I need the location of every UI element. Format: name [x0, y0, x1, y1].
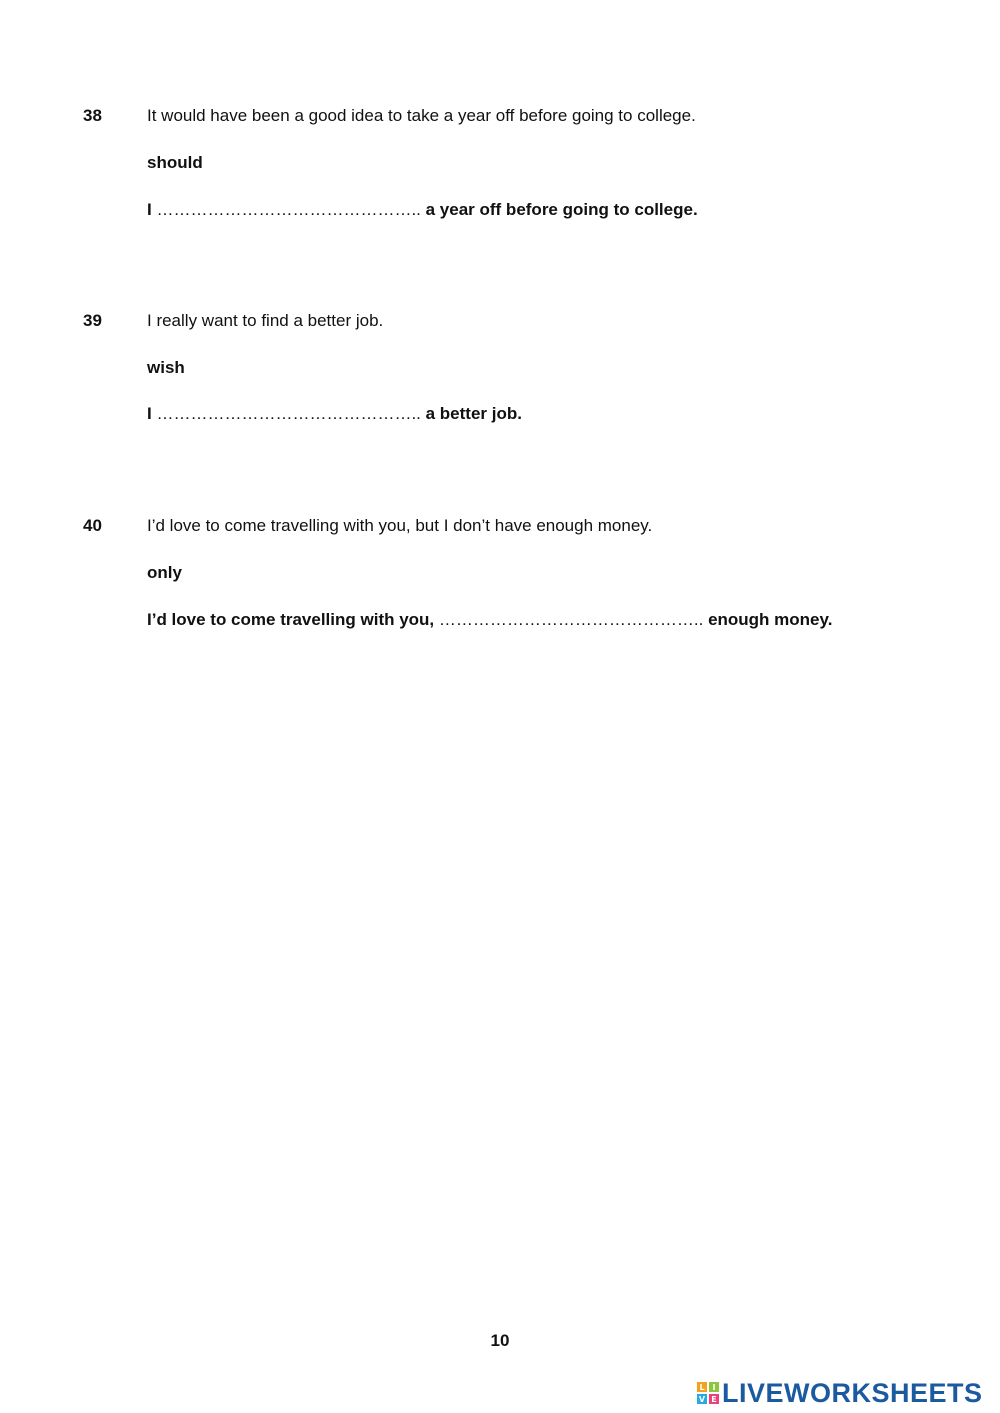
question-keyword: wish — [147, 358, 185, 377]
answer-gap[interactable]: ……………………………………….. — [156, 404, 426, 423]
question-number: 38 — [83, 106, 102, 125]
logo-text: LIVEWORKSHEETS — [722, 1377, 983, 1408]
question-number: 40 — [83, 516, 102, 535]
question-sentence: I’d love to come travelling with you, but I don’t have enough money. — [147, 516, 653, 535]
answer-suffix: enough money. — [708, 610, 833, 629]
question-sentence: It would have been a good idea to take a year off before going to college. — [147, 106, 696, 125]
question-sentence: I really want to find a better job. — [147, 311, 384, 330]
answer-line — [147, 404, 522, 424]
question-keyword: should — [147, 153, 203, 172]
question-number: 39 — [83, 311, 102, 330]
answer-gap[interactable]: ……………………………………….. — [156, 200, 426, 219]
answer-prefix: I — [147, 200, 157, 219]
answer-suffix: a better job. — [425, 404, 522, 423]
answer-suffix: a year off before going to college. — [425, 200, 698, 219]
answer-prefix: I — [147, 404, 157, 423]
page-number: 10 — [490, 1331, 510, 1350]
logo-icon — [697, 1382, 719, 1404]
logo-letter: V — [698, 1394, 706, 1404]
answer-line — [147, 610, 832, 630]
question-keyword: only — [147, 563, 182, 582]
logo-letter: I — [709, 1382, 719, 1392]
logo-letter: L — [697, 1382, 707, 1392]
liveworksheets-logo — [697, 1378, 983, 1408]
answer-prefix: I’d love to come travelling with you, — [147, 610, 439, 629]
logo-letter: E — [709, 1394, 719, 1404]
answer-gap[interactable]: ……………………………………….. — [438, 610, 709, 629]
answer-line — [147, 200, 698, 220]
